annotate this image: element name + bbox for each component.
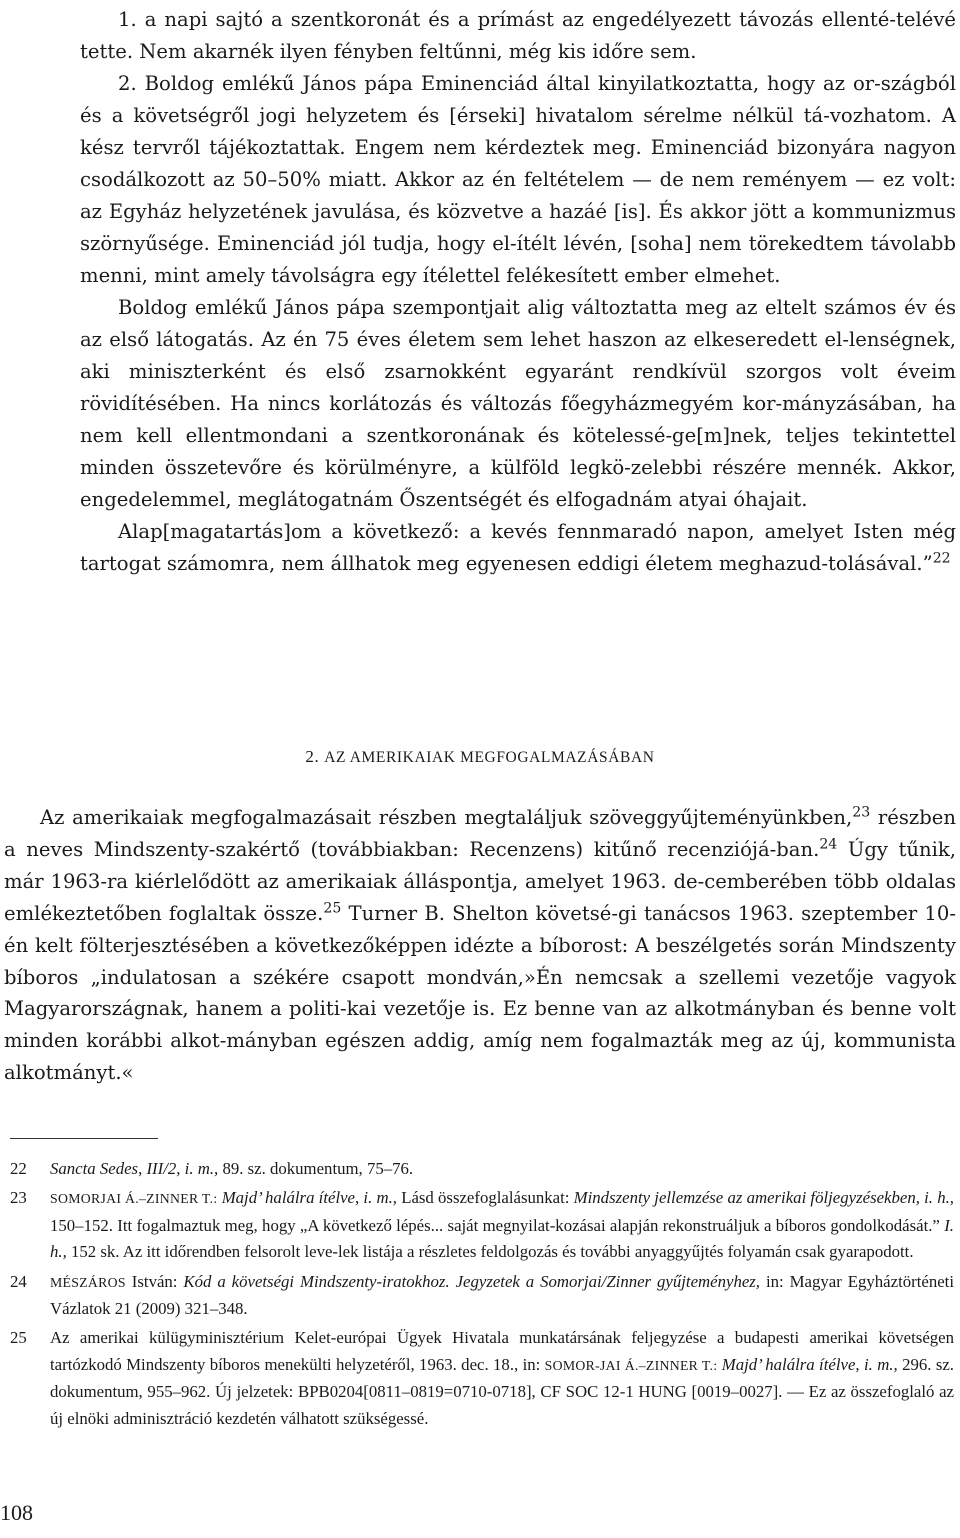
footnote-ref-23[interactable]: 23	[852, 804, 871, 821]
footnote-22	[10, 1156, 954, 1182]
footnote-24	[10, 1269, 954, 1323]
body-sentence-1: Az amerikaiak megfogalmazásait részben megtaláljuk szöveggyűjteményünkben,	[40, 806, 853, 829]
quote-paragraph-2: 2. Boldog emlékű János pápa Eminenciád által kinyilatkoztatta, hogy az or-szágból és a követségről jogi helyzetem és [érseki] hivatalom sérelme nélkül tá-vozhatom. A kész tervről tájékoztattak. Engem nem kérdeztek meg. Eminenciád bizonyára nagyon csodálkozott az 50–50% miatt. Akkor az én feltételem — de nem reményem — ez volt: az Egyház helyzetének javulása, és közvetve a hazáé [is]. És akkor jött a kommunizmus szörnyűsége. Eminenciád jól tudja, hogy el-ítélt lévén, [soha] nem törekedtem távolabb menni, mint amely távolságra egy ítélettel felékesített ember elmehet.	[80, 72, 956, 287]
quote-paragraph-3: Boldog emlékű János pápa szempontjait alig változtatta meg az eltelt számos év és az első látogatás. Az én 75 éves életem sem lehet haszon az elkeseredett el-lenségnek, aki miniszterként és első zsarnokként egyaránt rendkívül szorgos volt éveim rövidítésében. Ha nincs korlátozás és változás főegyházmegyém kor-mányzásában, ha nem kell ellentmondani a szentkoronának és kötelessé-ge[m]nek, teljes tekintettel minden összetevőre és körülményre, a külföld legkö-zelebbi részére mennék. Akkor, engedelemmel, meglátogatnám Őszentségét és elfogadnám atyai óhajait.	[80, 296, 956, 511]
footnote-title-2: Mindszenty jellemzése az amerikai följegyzésekben, i. h.,	[573, 1188, 954, 1208]
footnote-text: Az amerikai külügyminisztérium Kelet-európai Ügyek Hivatala munkatársának feljegyzése a budapesti amerikai követségen tartózkodó Mindszenty bíboros menekülti helyzetéről, 1963. dec. 18., in:	[50, 1328, 954, 1374]
footnote-text: Lásd összefoglalásunkat:	[396, 1188, 574, 1208]
section-number: 2.	[305, 747, 320, 766]
footnote-ref-24[interactable]: 24	[819, 836, 838, 853]
footnote-author-first: István:	[125, 1271, 184, 1291]
footnote-number: 22	[10, 1159, 27, 1178]
body-sentence-4: Turner B. Shelton követsé-gi tanácsos 1963. szeptember 10-én kelt fölterjesztésében a következőképpen idézte a bíborost: A beszélgetés során Mindszenty bíboros „indulatosan a székére csapott mondván,»Én nemcsak a szellemi vezetője vagyok Magyarországnak, hanem a politi-kai vezetője is. Ez benne van az alkotmányban és benne volt minden korábbi alkot-mányban egészen addig, amíg nem fogalmazták meg az új, kommunista alkotmányt.«	[4, 901, 956, 1085]
footnote-ref-25[interactable]: 25	[323, 899, 342, 916]
page-number: 108	[0, 1500, 33, 1525]
quote-paragraph-4-text: Alap[magatartás]om a következő: a kevés fennmaradó napon, amelyet Isten még tartogat számomra, nem állhatok meg egyenesen eddigi életem meghazud-tolásával.”	[80, 520, 956, 575]
footnote-ibid: I. h.,	[50, 1215, 954, 1262]
footnote-ref-22[interactable]: 22	[932, 550, 951, 567]
footnote-title: Kód a követségi Mindszenty-iratokhoz. Jegyzetek a Somorjai/Zinner gyűjteményhez,	[183, 1271, 761, 1291]
footnote-number: 24	[10, 1271, 27, 1291]
footnote-text-2: 296. sz. dokumentum, 955–962. Új jelzetek: BPB0204[0811–0819=0710-0718], CF SOC 12-1 HUNG [0019–0027]. — Ez az összefoglaló az új elnöki adminisztráció kezdetén válhatott szükségessé.	[50, 1354, 954, 1428]
quote-paragraph-4	[80, 516, 956, 580]
footnote-text-3: 152 sk. Az itt időrendben felsorolt leve-lek listája a részletes feldolgozás és további anyaggyűjtés folyamán csak gyarapodott.	[66, 1242, 914, 1262]
section-heading	[0, 742, 960, 773]
body-text	[4, 802, 956, 1089]
footnote-text: in: Magyar Egyháztörténeti Vázlatok 21 (2009) 321–348.	[50, 1271, 954, 1319]
footnote-25	[10, 1325, 954, 1432]
body-sentence-3: Úgy tűnik, már 1963-ra kiérlelődött az amerikaiak álláspontja, amelyet 1963. de-cemberében több oldalas emlékeztetőben foglaltak össze.	[4, 837, 956, 925]
footnote-separator	[10, 1138, 158, 1139]
footnote-title: Sancta Sedes, III/2, i. m.,	[50, 1159, 219, 1178]
footnote-title: Majd’ halálra ítélve, i. m.,	[217, 1188, 397, 1208]
footnote-number: 23	[10, 1188, 27, 1208]
footnote-text-2: 150–152. Itt fogalmaztuk meg, hogy „A következő lépés... saját megnyilat-kozásai alapján rekonstruáljuk a bíboros gondolkodását.”	[50, 1215, 945, 1235]
body-sentence-2: részben a neves Mindszenty-szakértő (továbbiakban: Recenzens) kitűnő recenziójá-ban.	[4, 806, 957, 861]
footnote-author: SOMOR-JAI Á.–ZINNER T.:	[544, 1357, 718, 1373]
footnote-23	[10, 1185, 954, 1265]
footnotes	[10, 1156, 954, 1435]
footnote-author: MÉSZÁROS	[50, 1274, 126, 1290]
quote-paragraph-1: 1. a napi sajtó a szentkoronát és a prímást az engedélyezett távozás ellenté-telévé tette. Nem akarnék ilyen fényben feltűnni, még kis időre sem.	[80, 8, 956, 63]
footnote-text: 89. sz. dokumentum, 75–76.	[218, 1159, 414, 1178]
footnote-title: Majd’ halálra ítélve, i. m.,	[717, 1354, 898, 1374]
quoted-letter-block	[80, 4, 956, 580]
footnote-number: 25	[10, 1328, 27, 1348]
body-paragraph	[4, 802, 956, 1089]
footnote-author: SOMORJAI Á.–ZINNER T.:	[50, 1191, 218, 1207]
section-title: AZ AMERIKAIAK MEGFOGALMAZÁSÁBAN	[324, 749, 655, 766]
